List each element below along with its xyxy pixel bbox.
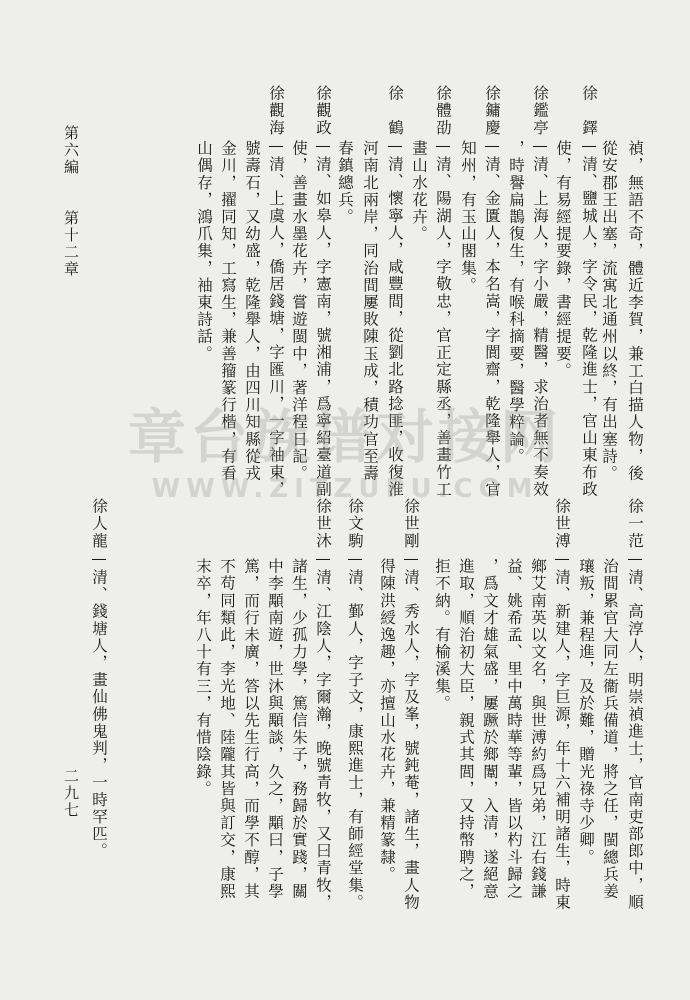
bottom-text-column: 末卒，年八十有三，有惜陰錄。 xyxy=(194,558,212,798)
top-text-column: 徐觀海—清、上虞人，僑居錢塘，字匯川，一字袖東， xyxy=(267,85,285,498)
bottom-text-column: 徐人龍—清、錢塘人，畫仙佛鬼判，一時罕匹。 xyxy=(90,498,108,860)
top-text-column: 畫山水花卉。 xyxy=(410,140,428,243)
top-text-column: 徐觀政—清、如皋人，字憲南，號湘浦，爲寧紹臺道副 xyxy=(314,85,332,498)
top-text-column: 從安郡王出塞，流寓北通州以終，有出塞詩。 xyxy=(600,140,618,482)
bottom-text-column: 徐世溥—清、新建人，字巨源，年十六補明諸生，時東 xyxy=(553,498,571,911)
watermark-chinese: 章台族谱对接网 xyxy=(127,403,562,471)
bottom-text-column: 徐文駒—清、鄞人，字子文，康熙進士，有師經堂集。 xyxy=(346,498,364,911)
top-text-column: ，時譽扁鵲復生，有喉科摘要，醫學粹論。 xyxy=(507,140,525,465)
bottom-text-column: 益、姚希孟、里中萬時華等輩，皆以杓斗歸之 xyxy=(505,558,523,900)
top-text-column: 徐 鶴—清、懷寧人，咸豐間，從劉北路捻匪，收復淮 xyxy=(386,85,404,498)
top-text-column: 徐鑑亭—清、上海人，字小嚴，精醫，求治者無不奏效 xyxy=(531,85,549,498)
bottom-text-column: 篤，而行未廣，答以先生行高，而學不醇，其 xyxy=(242,558,260,900)
bottom-text-column: 徐世剛—清、秀水人，字及峯，號鈍菴，諸生，畫人物 xyxy=(402,498,420,911)
top-text-column: 知州，有玉山閣集。 xyxy=(459,140,477,294)
bottom-text-column: 得陳洪綬逸趣，亦擅山水花卉，兼精篆隸。 xyxy=(378,558,396,883)
top-text-column: 山偶存，鴻爪集，袖東詩話。 xyxy=(195,140,213,363)
section-label: 第六編 xyxy=(62,125,80,176)
top-text-column: 徐鏞慶—清、金匱人，本名嵩，字閬齋，乾隆舉人，官 xyxy=(483,85,501,498)
watermark-latin: WWW.ZITZUPU.COM xyxy=(151,474,539,504)
bottom-text-column: 治間累官大同左衞兵備道，將之任，閩總兵姜 xyxy=(601,558,619,900)
top-text-column: 金川，擢同知，工寫生，兼善籀篆行楷，有看 xyxy=(219,140,237,482)
bottom-text-column: 瓖叛，兼程進，及於難，贈光祿寺少卿。 xyxy=(577,558,595,866)
bottom-text-column: 鄉艾南英以文名，與世溥約爲兄弟，江右錢謙 xyxy=(529,558,547,900)
bottom-text-column: 拒不納。有榆溪集。 xyxy=(433,558,451,712)
bottom-text-column: ，爲文才雄氣盛，屢蹶於鄉闈，入清，遂絕意 xyxy=(481,558,499,900)
bottom-text-column: 徐世沐—清、江陰人，字爾瀚，晚號青牧，又曰青牧， xyxy=(314,498,332,911)
top-text-column: 春鎮總兵。 xyxy=(336,140,354,226)
top-text-column: 徐體劭—清、陽湖人，字敬忠，官正定縣丞，善畫竹工 xyxy=(434,85,452,498)
page-number: 二九七 xyxy=(62,768,80,819)
bottom-text-column: 進取，順治初大臣，親式其閭，又持幣聘之， xyxy=(457,558,475,900)
top-text-column: 河南北兩岸，同治間屢敗陳玉成，積功官至壽 xyxy=(361,140,379,482)
top-text-column: 使，有易經提要錄，書經提要。 xyxy=(554,140,572,380)
chapter-label: 第十二章 xyxy=(62,210,80,278)
bottom-text-column: 徐一范—清、高淳人，明崇禎進士，官南吏部郎中，順 xyxy=(626,498,644,911)
bottom-text-column: 諸生，少孤力學，篤信朱子，務歸於實踐，關 xyxy=(290,558,308,900)
top-text-column: 禎，無語不奇，體近李賀，兼工白描人物，後 xyxy=(626,140,644,482)
top-text-column: 號壽石，又幼盛，乾隆舉人，由四川知縣從戎 xyxy=(243,140,261,482)
top-text-column: 徐 鐸—清、鹽城人，字令民，乾隆進士，官山東布政 xyxy=(580,85,598,498)
bottom-text-column: 不苟同類此，李光地、陸隴其皆與訂交，康熙 xyxy=(218,558,236,900)
bottom-text-column: 中李顒南遊，世沐與顒談，久之，顒曰，子學 xyxy=(266,558,284,900)
top-text-column: 使，善畫水墨花卉，嘗遊閩中，著洋程日記。 xyxy=(290,140,308,482)
